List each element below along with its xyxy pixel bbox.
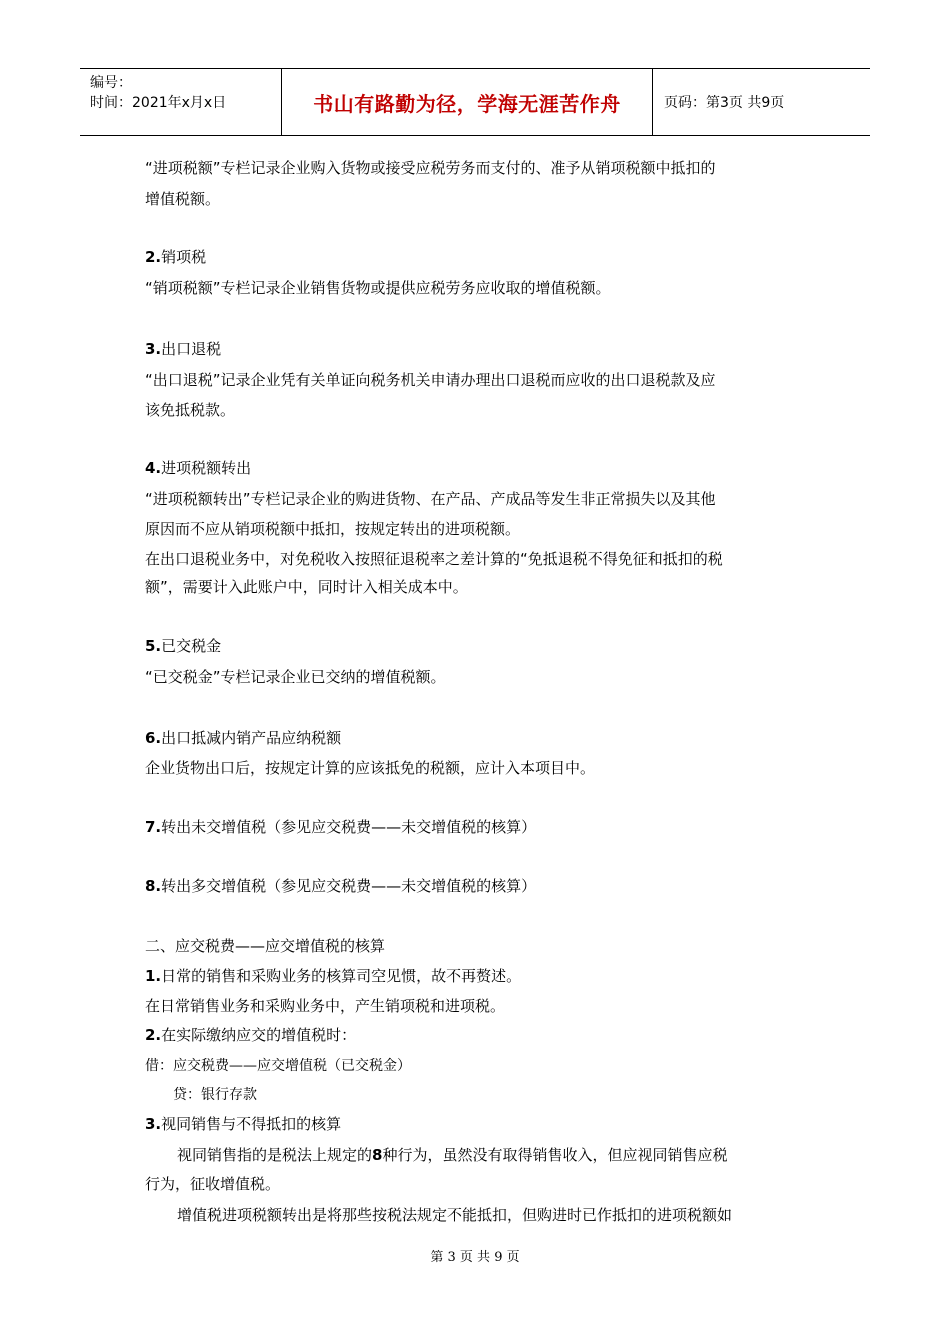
paragraph-line: “销项税额”专栏记录企业销售货物或提供应税劳务应收取的增值税额。 xyxy=(145,279,611,297)
heading-number: 5. xyxy=(145,637,162,655)
item-number: 2. xyxy=(145,1026,162,1044)
heading-text: 转出多交增值税（参见应交税费——未交增值税的核算） xyxy=(161,877,537,895)
item-number: 3. xyxy=(145,1115,162,1133)
header-motto: 书山有路勤为径，学海无涯苦作舟 xyxy=(281,69,653,135)
heading-text: 已交税金 xyxy=(161,637,222,655)
item-text: 日常的销售和采购业务的核算司空见惯，故不再赘述。 xyxy=(161,967,522,985)
paragraph-line: 增值税进项税额转出是将那些按税法规定不能抵扣，但购进时已作抵扣的进项税额如 xyxy=(177,1206,733,1224)
paragraph-line: 企业货物出口后，按规定计算的应该抵免的税额，应计入本项目中。 xyxy=(145,759,596,777)
heading-text: 销项税 xyxy=(161,248,207,266)
text-run: 种行为，虽然没有取得销售收入，但应视同销售应税 xyxy=(382,1146,728,1164)
page-header xyxy=(80,68,870,136)
numbered-item xyxy=(145,1024,356,1046)
paragraph-line: “出口退税”记录企业凭有关单证向税务机关申请办理出口退税而应收的出口退税款及应 xyxy=(145,371,716,389)
page-footer: 第 3 页 共 9 页 xyxy=(430,1250,520,1265)
paragraph-line: 在出口退税业务中，对免税收入按照征退税率之差计算的“免抵退税不得免征和抵扣的税 xyxy=(145,550,723,568)
text-run: 视同销售指的是税法上规定的 xyxy=(177,1146,373,1164)
paragraph-line: 该免抵税款。 xyxy=(145,401,236,419)
numbered-item xyxy=(145,965,521,987)
paragraph-line: 行为，征收增值税。 xyxy=(145,1175,281,1193)
section-title: 二、应交税费——应交增值税的核算 xyxy=(145,937,386,955)
section-heading xyxy=(145,457,251,479)
section-heading xyxy=(145,338,221,360)
heading-number: 8. xyxy=(145,877,162,895)
section-heading xyxy=(145,246,206,268)
header-meta xyxy=(90,73,226,113)
paragraph-line: 原因而不应从销项税额中抵扣，按规定转出的进项税额。 xyxy=(145,520,521,538)
journal-credit-entry: 贷：银行存款 xyxy=(173,1087,257,1103)
heading-text: 转出未交增值税（参见应交税费——未交增值税的核算） xyxy=(161,818,537,836)
section-heading xyxy=(145,635,221,657)
paragraph-line: 在日常销售业务和采购业务中，产生销项税和进项税。 xyxy=(145,997,506,1015)
paragraph-line: “已交税金”专栏记录企业已交纳的增值税额。 xyxy=(145,668,446,686)
item-text: 在实际缴纳应交的增值税时： xyxy=(161,1026,357,1044)
section-heading xyxy=(145,727,341,749)
journal-debit-entry: 借：应交税费——应交增值税（已交税金） xyxy=(145,1058,411,1074)
paragraph-line: 增值税额。 xyxy=(145,190,221,208)
item-number: 1. xyxy=(145,967,162,985)
heading-number: 4. xyxy=(145,459,162,477)
paragraph-line: 额”，需要计入此账户中，同时计入相关成本中。 xyxy=(145,578,468,596)
text-run-bold: 8 xyxy=(372,1146,383,1164)
numbered-item xyxy=(145,1113,341,1135)
heading-number: 2. xyxy=(145,248,162,266)
heading-text: 出口退税 xyxy=(161,340,222,358)
paragraph-line xyxy=(177,1144,727,1166)
header-page-info: 页码：第3页 共9页 xyxy=(664,95,785,111)
document-number-label: 编号： xyxy=(90,75,132,91)
heading-number: 3. xyxy=(145,340,162,358)
document-date: 时间：2021年x月x日 xyxy=(90,95,227,111)
heading-text: 进项税额转出 xyxy=(161,459,252,477)
section-heading xyxy=(145,875,536,897)
section-heading xyxy=(145,816,536,838)
heading-number: 7. xyxy=(145,818,162,836)
paragraph-line: “进项税额”专栏记录企业购入货物或接受应税劳务而支付的、准予从销项税额中抵扣的 xyxy=(145,159,716,177)
heading-text: 出口抵减内销产品应纳税额 xyxy=(161,729,342,747)
paragraph-line: “进项税额转出”专栏记录企业的购进货物、在产品、产成品等发生非正常损失以及其他 xyxy=(145,490,716,508)
item-text: 视同销售与不得抵扣的核算 xyxy=(161,1115,342,1133)
heading-number: 6. xyxy=(145,729,162,747)
